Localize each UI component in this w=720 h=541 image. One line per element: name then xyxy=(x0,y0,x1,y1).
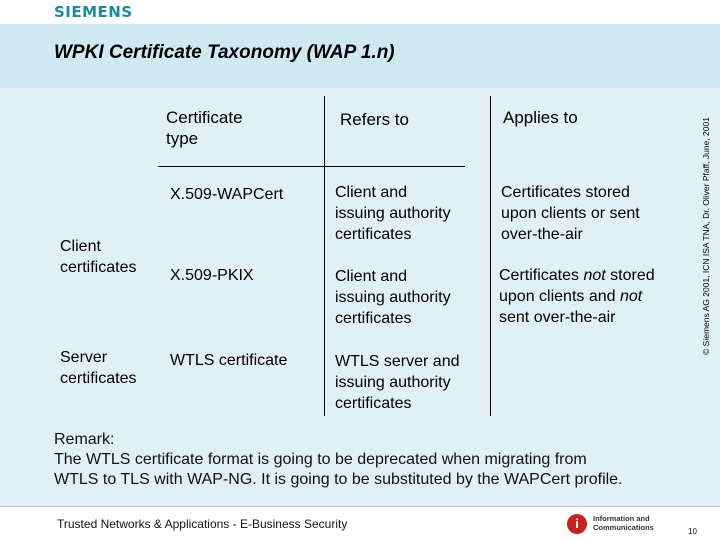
column-divider-2 xyxy=(490,96,491,416)
group-client-line2: certificates xyxy=(60,259,137,276)
header-refers-to: Refers to xyxy=(340,110,409,129)
page-number: 10 xyxy=(688,527,697,536)
group-client-certificates xyxy=(60,236,136,278)
row2-refers-line2: issuing authority xyxy=(335,289,451,306)
row1-applies-line3: over-the-air xyxy=(501,226,583,243)
row1-type: X.509-WAPCert xyxy=(170,186,284,203)
info-communications-icon: i xyxy=(567,514,587,534)
footer-text: Trusted Networks & Applications - E-Business Security xyxy=(57,517,348,531)
column-divider-1 xyxy=(324,96,325,416)
footer-bar xyxy=(0,506,720,541)
row2-applies-line1 xyxy=(499,265,655,286)
copyright-note: © Siemens AG 2001, ICN ISA TNA, Dr. Oliver Pfaff, June, 2001 xyxy=(701,117,711,355)
group-server-line1: Server xyxy=(60,349,108,366)
header-type-line1: Certificate xyxy=(166,108,243,127)
row3-type: WTLS certificate xyxy=(170,352,288,369)
row3-refers xyxy=(335,351,459,414)
remark-block xyxy=(54,430,704,490)
row1-refers xyxy=(335,182,451,245)
row1-applies xyxy=(501,182,640,245)
row2-refers-line3: certificates xyxy=(335,310,412,327)
row1-applies-line2: upon clients or sent xyxy=(501,205,640,222)
row3-refers-line1: WTLS server and xyxy=(335,353,460,370)
header-type-line2: type xyxy=(166,129,199,148)
remark-text-line1: The WTLS certificate format is going to be deprecated when migrating from xyxy=(54,451,587,468)
slide-title: WPKI Certificate Taxonomy (WAP 1.n) xyxy=(54,42,395,63)
row1-refers-line1: Client and xyxy=(335,184,408,201)
header-divider xyxy=(158,166,465,167)
row2-applies-line3: sent over-the-air xyxy=(499,309,616,326)
row2-applies-emph-a: not xyxy=(583,267,606,284)
group-client-line1: Client xyxy=(60,238,101,255)
siemens-logo: SIEMENS xyxy=(54,3,133,21)
top-bar xyxy=(0,0,720,24)
row1-refers-line3: certificates xyxy=(335,226,412,243)
row2-applies xyxy=(499,265,655,328)
row2-applies-text-c: upon clients and xyxy=(499,288,620,305)
brand-line2: Communications xyxy=(593,523,654,532)
row2-applies-text-a: Certificates xyxy=(499,267,584,284)
group-server-certificates xyxy=(60,347,136,389)
row2-refers-line1: Client and xyxy=(335,268,408,285)
remark-text-line2: WTLS to TLS with WAP-NG. It is going to be substituted by the WAPCert profile. xyxy=(54,471,623,488)
brand-line1: Information and xyxy=(593,514,650,523)
remark-label: Remark: xyxy=(54,431,115,448)
row2-applies-line2 xyxy=(499,286,655,307)
group-server-line2: certificates xyxy=(60,370,137,387)
row1-applies-line1: Certificates stored xyxy=(501,184,630,201)
row2-applies-emph-b: not xyxy=(619,288,643,305)
header-applies-to: Applies to xyxy=(503,108,578,127)
brand-name xyxy=(593,514,654,532)
row1-refers-line2: issuing authority xyxy=(335,205,451,222)
row2-type: X.509-PKIX xyxy=(170,267,254,284)
row2-refers xyxy=(335,266,451,329)
row2-applies-text-b: stored xyxy=(605,267,655,284)
header-certificate-type xyxy=(166,107,243,149)
row3-refers-line2: issuing authority xyxy=(335,374,451,391)
row3-refers-line3: certificates xyxy=(335,395,412,412)
